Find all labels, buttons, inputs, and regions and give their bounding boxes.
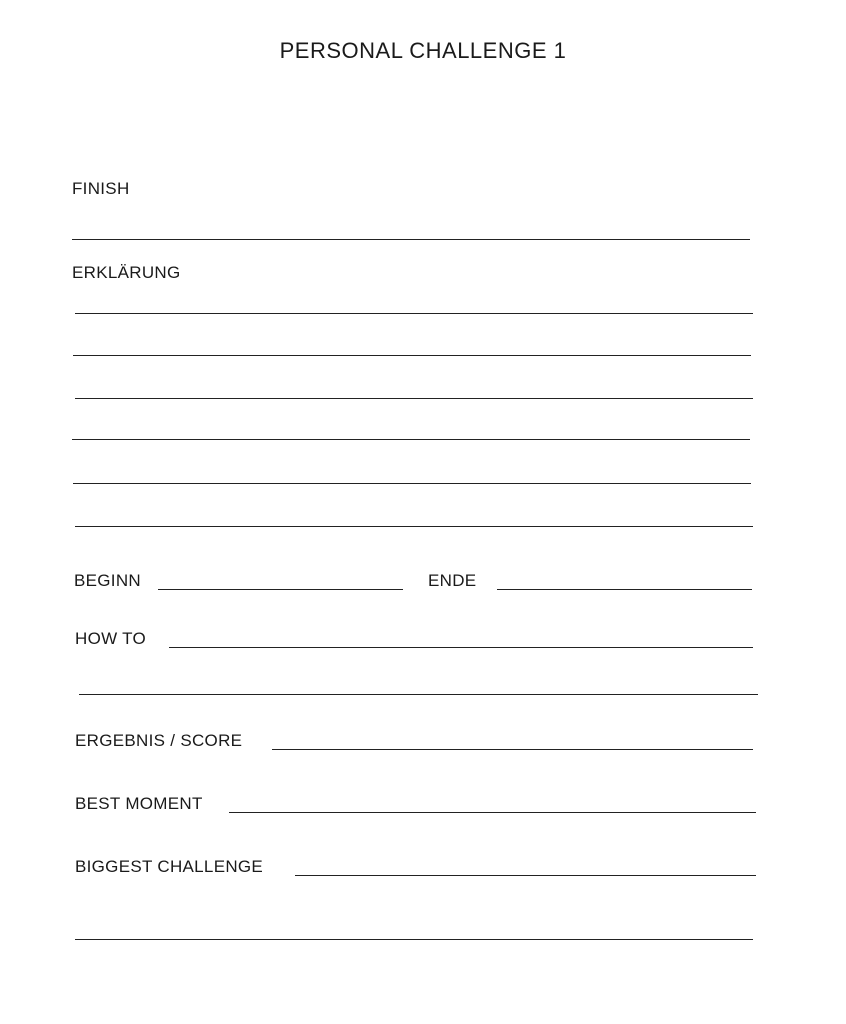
how-to-label: HOW TO (75, 629, 147, 648)
erklaerung-label: ERKLÄRUNG (72, 263, 181, 282)
how-to-line-1[interactable] (169, 647, 753, 648)
biggest-challenge-line-1[interactable] (295, 875, 756, 876)
erklaerung-line-3[interactable] (75, 398, 753, 399)
how-to-line-2[interactable] (79, 694, 758, 695)
erklaerung-line-6[interactable] (75, 526, 753, 527)
ende-line[interactable] (497, 589, 752, 590)
ende-label: ENDE (428, 571, 477, 590)
erklaerung-line-5[interactable] (73, 483, 751, 484)
erklaerung-line-4[interactable] (72, 439, 750, 440)
erklaerung-line-1[interactable] (75, 313, 753, 314)
best-moment-line[interactable] (229, 812, 756, 813)
best-moment-label: BEST MOMENT (75, 794, 203, 813)
ergebnis-label: ERGEBNIS / SCORE (75, 731, 243, 750)
finish-line[interactable] (72, 239, 750, 240)
biggest-challenge-label: BIGGEST CHALLENGE (75, 857, 264, 876)
ergebnis-line[interactable] (272, 749, 753, 750)
page-title: PERSONAL CHALLENGE 1 (279, 38, 567, 63)
beginn-label: BEGINN (74, 571, 141, 590)
beginn-line[interactable] (158, 589, 403, 590)
finish-label: FINISH (72, 179, 130, 198)
erklaerung-line-2[interactable] (73, 355, 751, 356)
biggest-challenge-line-2[interactable] (75, 939, 753, 940)
